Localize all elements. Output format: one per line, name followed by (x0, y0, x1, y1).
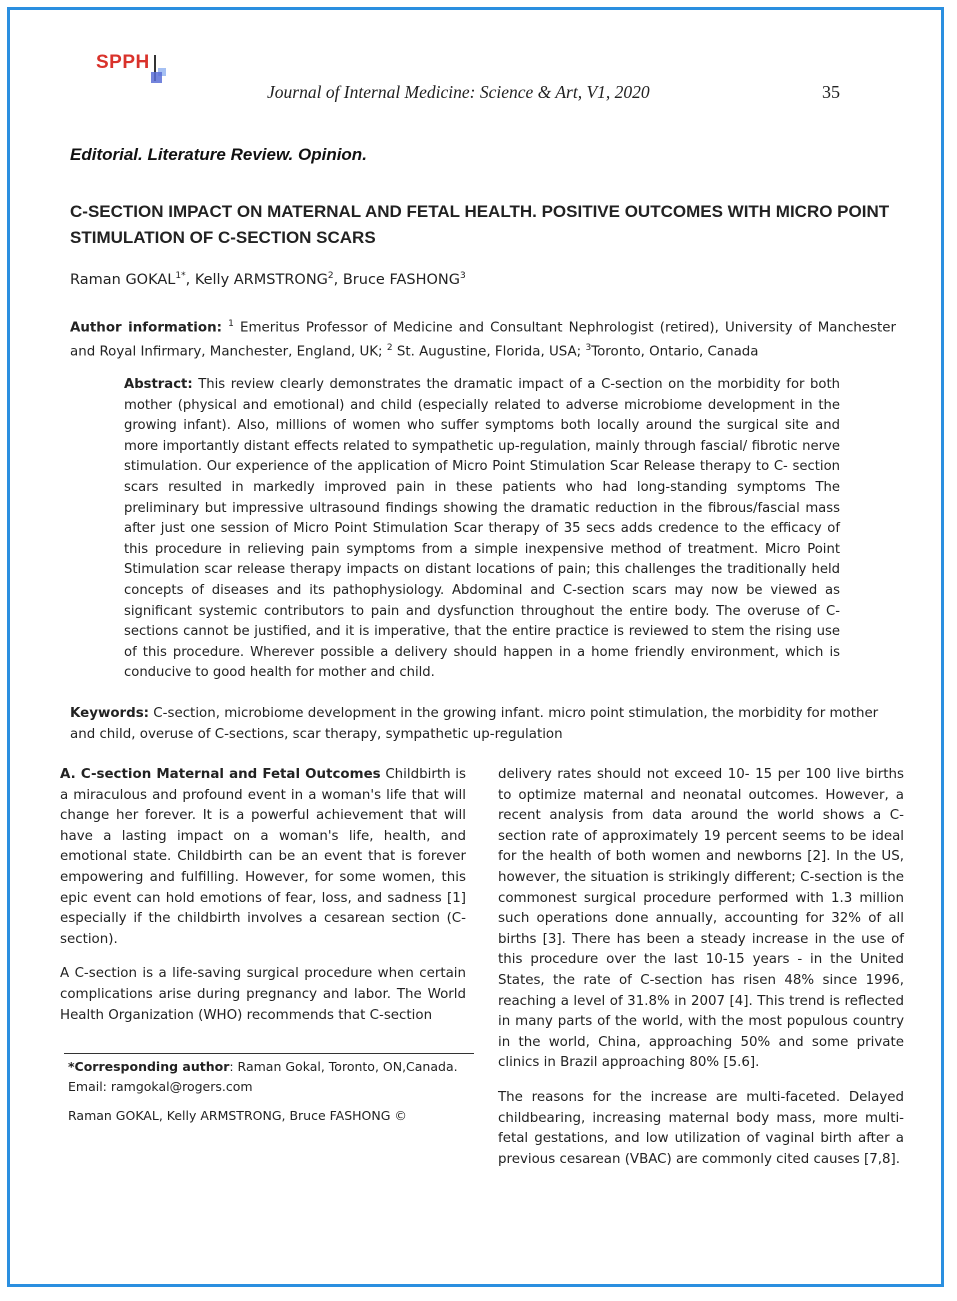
author-affiliation-mark: 3 (460, 271, 466, 281)
journal-name: Journal of Internal Medicine: Science & Art, V1, 2020 (267, 82, 650, 102)
copyright-line: Raman GOKAL, Kelly ARMSTRONG, Bruce FASHONG © (68, 1108, 407, 1123)
body-paragraph: A C-section is a life-saving surgical procedure when certain complications arise during pregnancy and labor. The World Health Organization (WHO) recommends that C-section (60, 966, 466, 1023)
section-heading: A. C-section Maternal and Fetal Outcomes (60, 767, 381, 782)
author-affiliation-mark: 2 (327, 271, 334, 281)
author-name: Raman GOKAL (70, 271, 176, 288)
affiliation-2: St. Augustine, Florida, USA; (392, 344, 582, 360)
article-type: Editorial. Literature Review. Opinion. (70, 145, 367, 164)
affiliation-1: Emeritus Professor of Medicine and Consultant Nephrologist (retired), University of Manchester and Royal Infirmary, Manchester, England, UK; (70, 320, 897, 360)
footnote-email: Email: ramgokal@rogers.com (68, 1079, 253, 1094)
author-separator: , (185, 271, 195, 288)
body-column-right (498, 765, 904, 1184)
author-info-label: Author information: (70, 320, 222, 336)
publisher-logo (96, 52, 182, 88)
logo-square-dark (151, 72, 162, 83)
author-name: Kelly ARMSTRONG (194, 271, 328, 288)
author-list (70, 271, 466, 288)
author-separator: , (333, 271, 343, 288)
author-name: Bruce FASHONG (342, 271, 460, 288)
logo-text: SPPH (96, 52, 150, 73)
author-affiliation-mark: 1* (175, 271, 186, 281)
footnote-label: *Corresponding author (68, 1059, 230, 1074)
affiliation-mark: 1 (228, 319, 234, 329)
footnote-divider (64, 1053, 474, 1054)
footnote-text: : Raman Gokal, Toronto, ON,Canada. (229, 1059, 458, 1074)
body-paragraph: delivery rates should not exceed 10- 15 per 100 live births to optimize maternal and neonatal outcomes. However, a recent analysis from data around the world shows a C-section rate of approximately 19 percent seems to be ideal for the health of both women and newborns [2]. In the US, however, the situation is strikingly different; C-section is the commonest surgical procedure performed with 1.3 million such operations done annually, accounting for 32% of all births [3]. There has been a steady increase in the use of this procedure over the last 10-15 years - in the United States, the rate of C-section has risen 48% since 1996, reaching a level of 31.8% in 2007 [4]. This trend is reflected in many parts of the world, with the most populous country in the world, China, approaching 50% and some private clinics in Brazil approaching 80% [5.6]. (498, 767, 904, 1071)
keywords-label: Keywords: (70, 706, 150, 721)
abstract-label: Abstract: (124, 377, 193, 392)
affiliation-mark: 2 (386, 343, 393, 354)
keywords-text: C-section, microbiome development in the growing infant. micro point stimulation, the morbidity for mother and child, overuse of C-sections, scar therapy, sympathetic up-regulation (70, 706, 879, 742)
body-paragraph: The reasons for the increase are multi-faceted. Delayed childbearing, increasing maternal body mass, more multi-fetal gestations, and low utilization of vaginal birth after a previous cesarean (VBAC) are commonly cited causes [7,8]. (498, 1089, 904, 1167)
affiliation-mark: 3 (585, 343, 592, 354)
page-number: 35 (822, 82, 840, 102)
paragraph-text: Childbirth is a miraculous and profound event in a woman's life that will change her forever. It is a powerful achievement that will have a lasting impact on a woman's life, health, and emotional state. Childbirth can be an event that is forever empowering and fulfilling. However, for some women, this epic event can hold emotions of fear, loss, and sadness [1] especially if the childbirth involves a cesarean section (C-section). (60, 767, 466, 947)
affiliation-3: Toronto, Ontario, Canada (591, 344, 759, 360)
body-paragraph (60, 765, 466, 950)
author-information (70, 314, 896, 363)
article-title: C-SECTION IMPACT ON MATERNAL AND FETAL HEALTH. POSITIVE OUTCOMES WITH MICRO POINT STIMULATION OF C-SECTION SCARS (70, 202, 890, 247)
abstract (124, 375, 840, 684)
corresponding-author-footnote (68, 1057, 478, 1097)
keywords (70, 703, 896, 745)
body-column-left (60, 765, 466, 1040)
abstract-text: This review clearly demonstrates the dramatic impact of a C-section on the morbidity for both mother (physical and emotional) and child (especially related to adverse microbiome development in the growing infant). Also, millions of women who suffer symptoms both locally around the surgical site and more importantly distant effects related to sympathetic up-regulation, mainly through fascial/ fibrotic nerve stimulation. Our experience of the application of Micro Point Stimulation Scar Release therapy to C- section scars resulted in markedly improved pain in these patients who had long-standing symptoms The preliminary but impressive ultrasound findings showing the dramatic reduction in the fibrous/fascial mass after just one session of Micro Point Stimulation Scar therapy of 35 secs adds credence to the efficacy of this procedure in relieving pain symptoms from a simple inexpensive method of treatment. Micro Point Stimulation scar release therapy impacts on distant locations of pain; this challenges the traditionally held concepts of diseases and its pathophysiology. Abdominal and C-section scars may now be viewed as significant systemic contributors to pain and dysfunction throughout the entire body. The overuse of C-sections cannot be justified, and it is imperative, that the entire practice is reviewed to stem the rising use of this procedure. Wherever possible a delivery should happen in a home friendly environment, which is conducive to good health for mother and child. (124, 377, 840, 681)
